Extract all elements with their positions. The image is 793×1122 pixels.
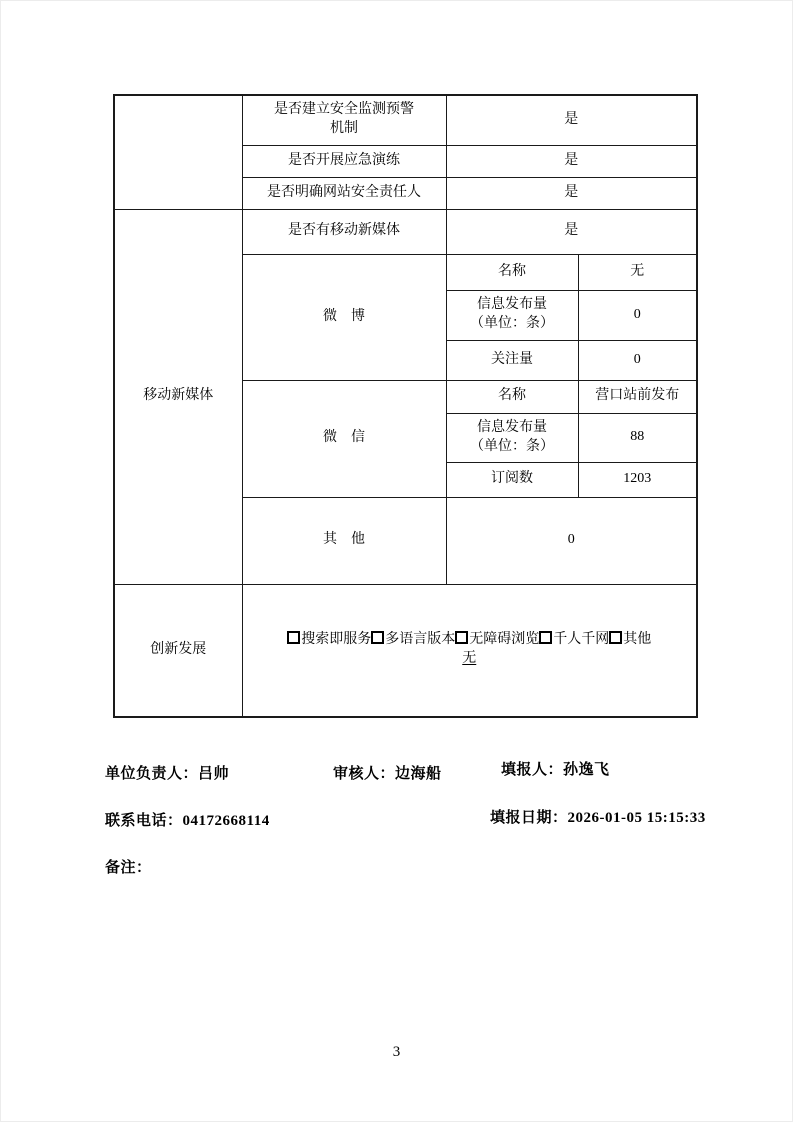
label-line: 是否建立安全监测预警 <box>274 102 414 118</box>
innovation-option <box>287 632 371 647</box>
label-line: 机制 <box>330 121 358 137</box>
notes-field <box>105 856 152 877</box>
innovation-option-label: 无障碍浏览 <box>469 632 540 648</box>
weibo-field-value: 0 <box>578 340 697 380</box>
filler-label: 填报人： <box>501 762 564 778</box>
innovation-fill-line <box>246 650 694 669</box>
label-line: （单位：条） <box>470 438 554 454</box>
innovation-option-label: 多语言版本 <box>385 632 456 648</box>
reviewer-field <box>333 762 442 783</box>
innovation-fill-value: 无 <box>462 651 477 667</box>
table-row <box>114 584 697 717</box>
weibo-label-cell: 微 博 <box>242 254 446 380</box>
weibo-field-label: 名称 <box>446 254 578 290</box>
unit-head-field <box>105 762 229 783</box>
unit-head-value: 吕帅 <box>198 766 230 782</box>
weibo-field-value: 无 <box>578 254 697 290</box>
report-table <box>113 94 698 718</box>
innovation-option <box>455 632 539 647</box>
security-question-label <box>242 95 446 145</box>
phone-value: 04172668114 <box>182 813 270 829</box>
checkbox-icon <box>455 631 468 644</box>
innovation-content-cell <box>242 584 697 717</box>
reviewer-value: 边海船 <box>395 766 442 782</box>
other-media-label-cell: 其 他 <box>242 497 446 584</box>
security-answer-value: 是 <box>446 145 697 177</box>
reviewer-label: 审核人： <box>333 766 396 782</box>
innovation-option <box>609 632 651 647</box>
report-date-field <box>490 806 706 827</box>
table-row <box>114 209 697 254</box>
wechat-field-value: 营口站前发布 <box>578 380 697 413</box>
checkbox-icon <box>539 631 552 644</box>
weibo-field-label: 关注量 <box>446 340 578 380</box>
page-number: 3 <box>392 1044 401 1060</box>
innovation-option-label: 搜索即服务 <box>301 632 372 648</box>
phone-label: 联系电话： <box>105 813 183 829</box>
wechat-field-value: 88 <box>578 413 697 462</box>
mobile-media-question-label: 是否有移动新媒体 <box>242 209 446 254</box>
wechat-field-label: 订阅数 <box>446 462 578 497</box>
checkbox-icon <box>371 631 384 644</box>
innovation-options-line <box>246 631 694 650</box>
label-line: 信息发布量 <box>477 419 547 435</box>
filler-field <box>501 758 610 779</box>
checkbox-icon <box>609 631 622 644</box>
category-cell-mobile-media: 移动新媒体 <box>114 209 242 584</box>
weibo-field-value: 0 <box>578 290 697 340</box>
weibo-field-label <box>446 290 578 340</box>
security-answer-value: 是 <box>446 177 697 209</box>
security-answer-value: 是 <box>446 95 697 145</box>
unit-head-label: 单位负责人： <box>105 766 199 782</box>
innovation-option-label: 其他 <box>623 632 652 648</box>
innovation-option <box>539 632 609 647</box>
wechat-field-value: 1203 <box>578 462 697 497</box>
mobile-media-answer-value: 是 <box>446 209 697 254</box>
category-cell-innovation: 创新发展 <box>114 584 242 717</box>
label-line: （单位：条） <box>470 316 554 331</box>
wechat-field-label <box>446 413 578 462</box>
security-question-label: 是否开展应急演练 <box>242 145 446 177</box>
notes-label: 备注： <box>105 860 152 876</box>
report-date-label: 填报日期： <box>490 810 568 826</box>
phone-field <box>105 809 270 830</box>
wechat-field-label: 名称 <box>446 380 578 413</box>
innovation-option <box>371 632 455 647</box>
innovation-option-label: 千人千网 <box>553 632 610 648</box>
filler-value: 孙逸飞 <box>563 762 610 778</box>
other-media-value: 0 <box>446 497 697 584</box>
wechat-label-cell: 微 信 <box>242 380 446 497</box>
report-date-value: 2026-01-05 15:15:33 <box>567 810 706 826</box>
security-question-label: 是否明确网站安全责任人 <box>242 177 446 209</box>
table-row <box>114 95 697 145</box>
checkbox-icon <box>287 631 300 644</box>
label-line: 信息发布量 <box>477 297 547 313</box>
category-cell-blank <box>114 95 242 209</box>
